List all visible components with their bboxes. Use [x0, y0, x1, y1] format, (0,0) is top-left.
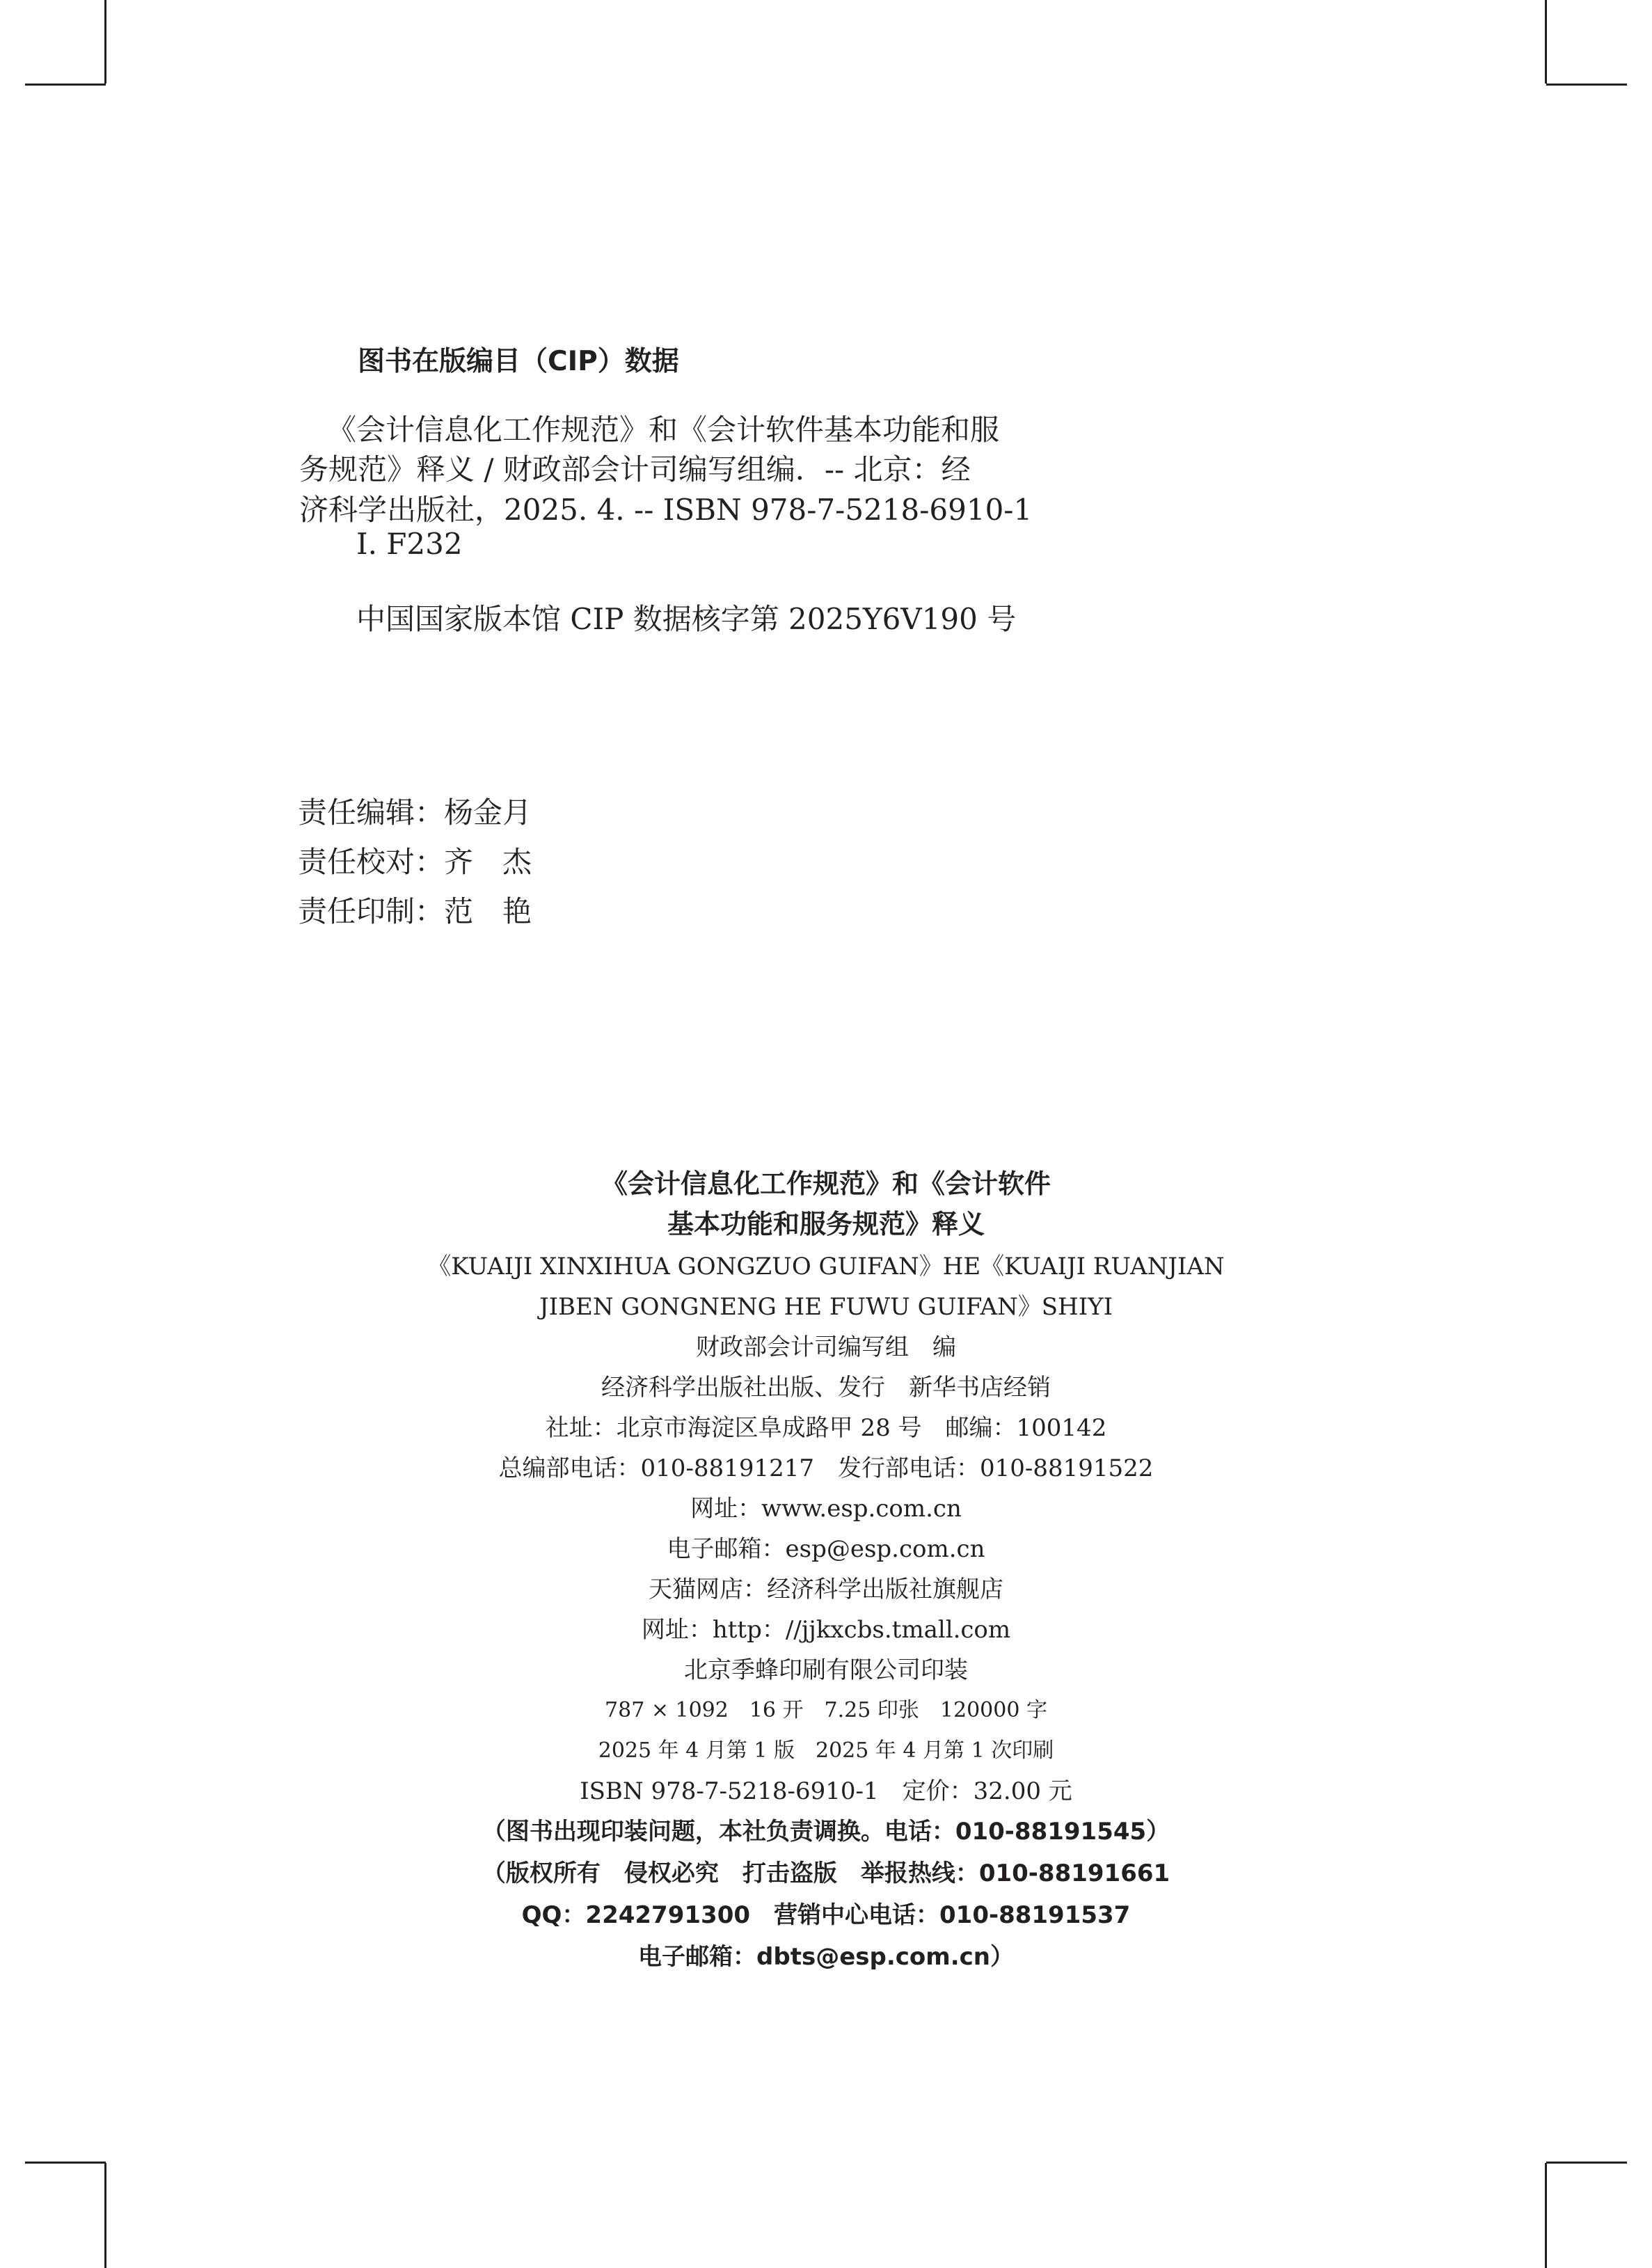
- phones-line: 总编部电话：010-88191217 发行部电话：010-88191522: [498, 1454, 1154, 1482]
- pinyin-title-line: 《KUAIJI XINXIHUA GONGZUO GUIFAN》HE《KUAIJI RUANJIAN: [427, 1253, 1225, 1280]
- book-title-line: 《会计信息化工作规范》和《会计软件: [601, 1168, 1051, 1199]
- staff-name: 齐 杰: [444, 845, 532, 879]
- cip-entry-line: 《会计信息化工作规范》和《会计软件基本功能和服: [327, 413, 1000, 447]
- crop-mark: [25, 2162, 106, 2164]
- staff-name: 杨金月: [444, 795, 532, 830]
- crop-mark: [25, 84, 106, 86]
- cip-classification: Ⅰ. F232: [356, 527, 463, 561]
- specs-line: 787 × 1092 16 开 7.25 印张 120000 字: [605, 1698, 1047, 1722]
- isbn-price-line: ISBN 978-7-5218-6910-1 定价：32.00 元: [580, 1777, 1072, 1805]
- cip-entry-line: 务规范》释义 / 财政部会计司编写组编．-- 北京：经: [299, 452, 971, 486]
- notice-qq-line: QQ：2242791300 营销中心电话：010-88191537: [521, 1901, 1131, 1929]
- notice-email-line: 电子邮箱：dbts@esp.com.cn）: [638, 1943, 1014, 1971]
- staff-role: 责任印制：: [298, 894, 445, 928]
- book-title-line: 基本功能和服务规范》释义: [667, 1209, 985, 1239]
- staff-printing: [298, 889, 532, 930]
- crop-mark: [104, 2163, 106, 2268]
- crop-mark: [1546, 2162, 1627, 2164]
- notice-quality-line: （图书出现印装问题，本社负责调换。电话：010-88191545）: [482, 1818, 1170, 1846]
- cip-heading: 图书在版编目（CIP）数据: [358, 346, 679, 377]
- notice-rights-line: （版权所有 侵权必究 打击盗版 举报热线：010-88191661: [482, 1859, 1170, 1887]
- edition-line: 2025 年 4 月第 1 版 2025 年 4 月第 1 次印刷: [598, 1738, 1054, 1763]
- website-line: 网址：www.esp.com.cn: [690, 1495, 962, 1523]
- crop-mark: [1546, 84, 1627, 86]
- cip-number: 中国国家版本馆 CIP 数据核字第 2025Y6V190 号: [356, 602, 1017, 636]
- crop-mark: [1545, 0, 1547, 84]
- staff-role: 责任校对：: [298, 845, 445, 879]
- tmall-store-line: 天猫网店：经济科学出版社旗舰店: [649, 1576, 1003, 1603]
- tmall-url-line: 网址：http：//jjkxcbs.tmall.com: [641, 1616, 1011, 1644]
- pinyin-title-line: JIBEN GONGNENG HE FUWU GUIFAN》SHIYI: [539, 1293, 1113, 1321]
- staff-proofreader: [298, 839, 532, 881]
- address-line: 社址：北京市海淀区阜成路甲 28 号 邮编：100142: [545, 1414, 1107, 1442]
- publisher-line: 经济科学出版社出版、发行 新华书店经销: [601, 1374, 1051, 1402]
- crop-mark: [1545, 2163, 1547, 2268]
- author-line: 财政部会计司编写组 编: [696, 1333, 956, 1361]
- email-line: 电子邮箱：esp@esp.com.cn: [667, 1535, 985, 1563]
- crop-mark: [104, 0, 106, 84]
- cip-entry-line: 济科学出版社，2025. 4. -- ISBN 978-7-5218-6910-1: [299, 493, 1033, 527]
- staff-role: 责任编辑：: [298, 795, 445, 830]
- staff-editor: [298, 790, 532, 832]
- staff-name: 范 艳: [444, 894, 532, 928]
- printer-line: 北京季蜂印刷有限公司印装: [684, 1656, 968, 1684]
